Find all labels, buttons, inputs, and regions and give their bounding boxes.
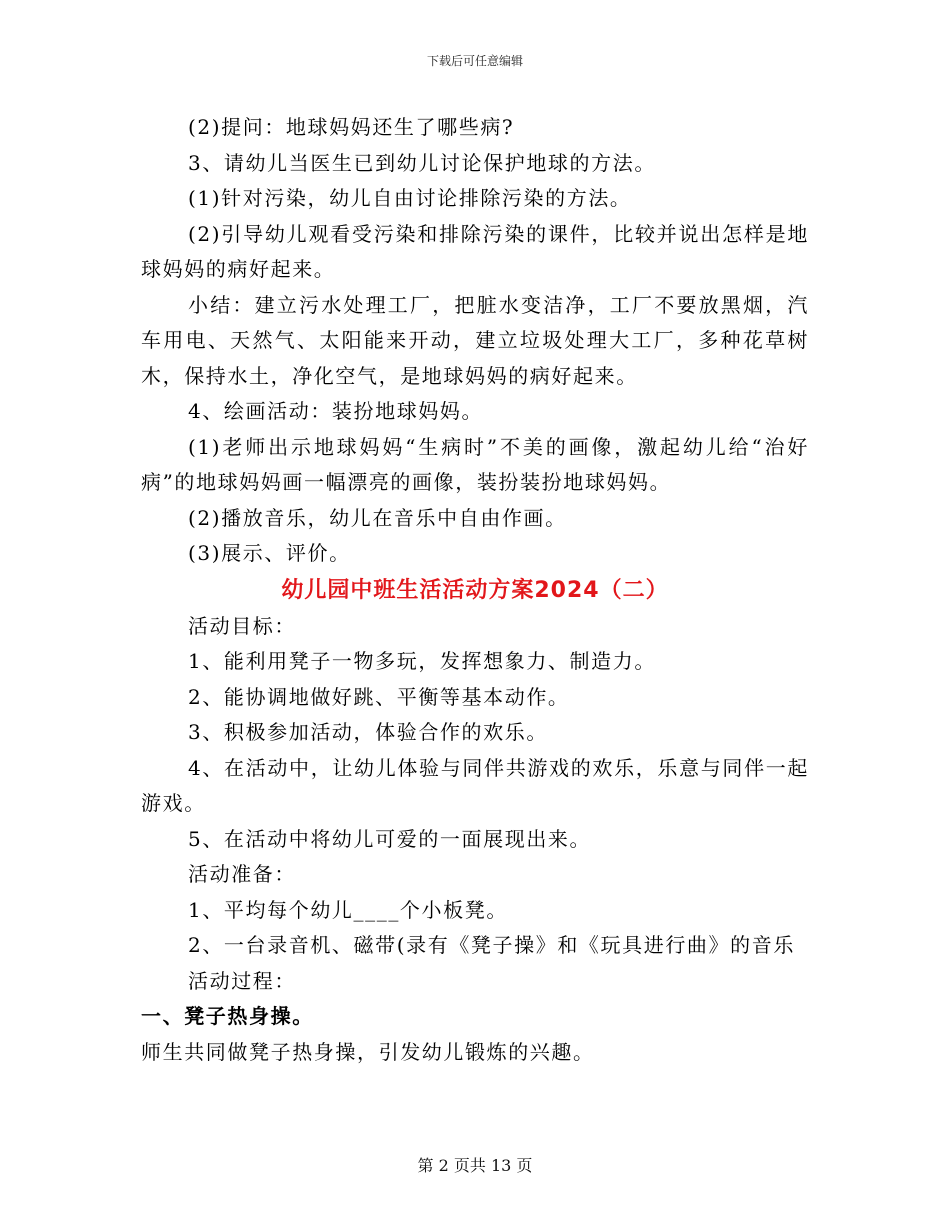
summary-paragraph: 小结：建立污水处理工厂，把脏水变洁净，工厂不要放黑烟，汽车用电、天然气、太阳能来开动，建立垃圾处理大工厂，多种花草树木，保持水土，净化空气，是地球妈妈的病好起来。	[141, 292, 809, 388]
document-body	[141, 110, 809, 1070]
paragraph: (2)提问：地球妈妈还生了哪些病?	[188, 115, 515, 139]
section-title: 幼儿园中班生活活动方案2024（二）	[281, 577, 669, 603]
paragraph: 师生共同做凳子热身操，引发幼儿锻炼的兴趣。	[141, 1039, 595, 1064]
subheading: 一、凳子热身操。	[141, 1004, 314, 1028]
paragraph: 2、一台录音机、磁带(录有《凳子操》和《玩具进行曲》的音乐	[188, 933, 795, 957]
page-header: 下载后可任意编辑	[426, 54, 523, 68]
paragraph: (1)针对污染，幼儿自由讨论排除污染的方法。	[188, 186, 632, 210]
paragraph: (1)老师出示地球妈妈“生病时”不美的画像，激起幼儿给“治好病”的地球妈妈画一幅漂亮的画像，装扮装扮地球妈妈。	[141, 434, 809, 494]
paragraph: 活动目标：	[188, 613, 296, 638]
paragraph: 活动过程：	[188, 968, 296, 993]
paragraph: 4、绘画活动：装扮地球妈妈。	[188, 399, 484, 423]
paragraph: 2、能协调地做好跳、平衡等基本动作。	[188, 684, 570, 709]
paragraph: (2)引导幼儿观看受污染和排除污染的课件，比较并说出怎样是地球妈妈的病好起来。	[141, 221, 809, 281]
paragraph: 活动准备：	[188, 862, 296, 886]
paragraph: 5、在活动中将幼儿可爱的一面展现出来。	[188, 826, 592, 851]
paragraph: 1、能利用凳子一物多玩，发挥想象力、制造力。	[188, 649, 656, 673]
paragraph: 3、请幼儿当医生已到幼儿讨论保护地球的方法。	[188, 150, 656, 175]
paragraph: 1、平均每个幼儿____个小板凳。	[188, 897, 508, 922]
paragraph: (3)展示、评价。	[188, 541, 351, 565]
page-footer: 第 2 页共 13 页	[417, 1156, 533, 1175]
paragraph: (2)播放音乐，幼儿在音乐中自由作画。	[188, 505, 567, 530]
paragraph: 3、积极参加活动，体验合作的欢乐。	[188, 720, 548, 744]
paragraph: 4、在活动中，让幼儿体验与同伴共游戏的欢乐，乐意与同伴一起游戏。	[141, 755, 809, 815]
